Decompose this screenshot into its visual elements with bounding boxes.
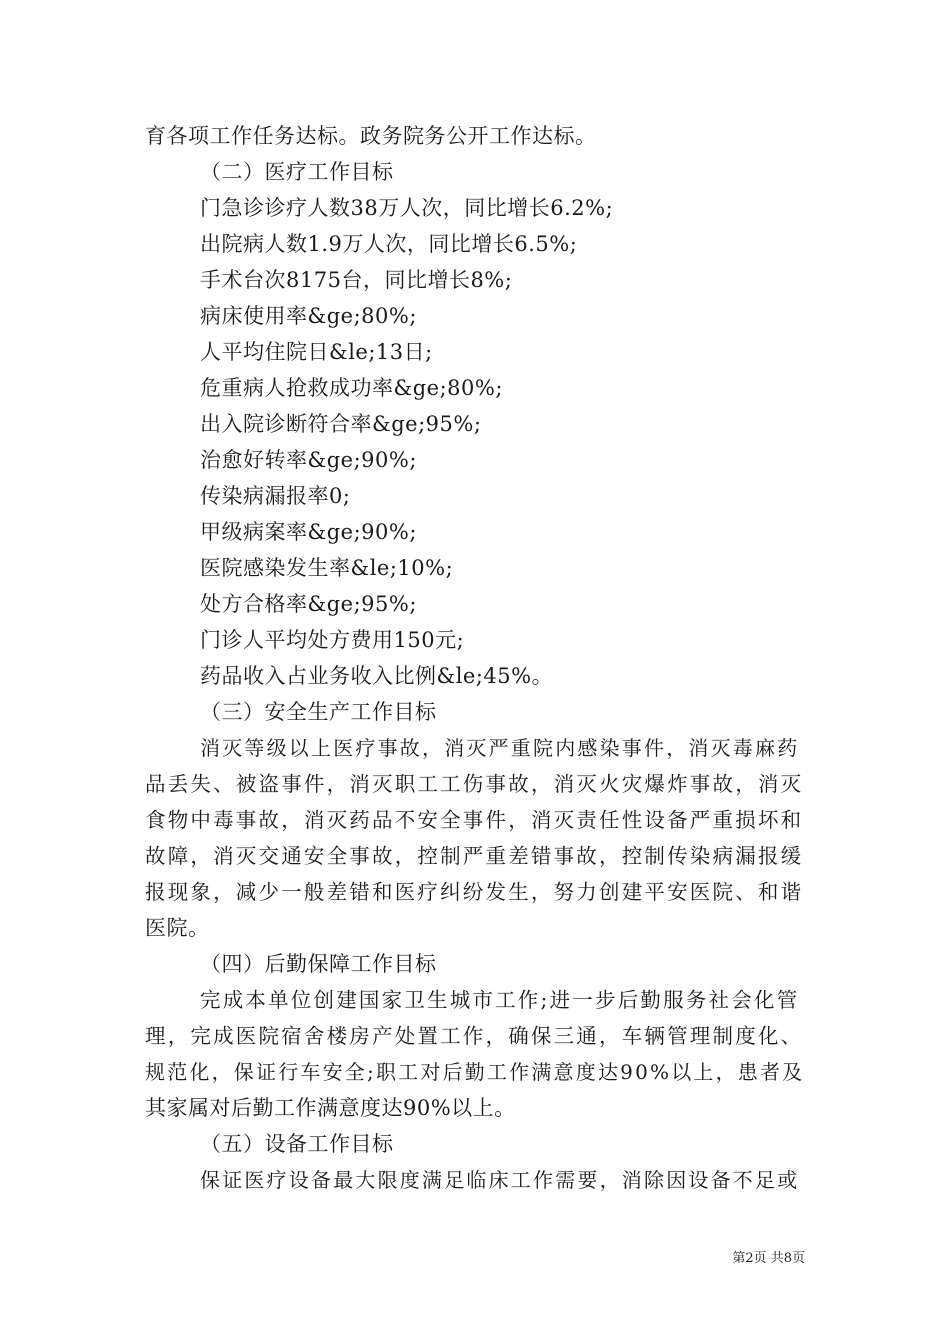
list-item: 出院病人数1.9万人次，同比增长6.5%; xyxy=(200,232,578,256)
paragraph-line: 完成本单位创建国家卫生城市工作;进一步后勤服务社会化管 xyxy=(200,988,800,1012)
paragraph-line: 规范化，保证行车安全;职工对后勤工作满意度达90%以上，患者及 xyxy=(145,1060,805,1084)
list-item: 门诊人平均处方费用150元; xyxy=(200,628,465,652)
list-item: 病床使用率&ge;80%; xyxy=(200,304,417,328)
paragraph-line: 保证医疗设备最大限度满足临床工作需要，消除因设备不足或 xyxy=(200,1168,800,1192)
list-item: 治愈好转率&ge;90%; xyxy=(200,448,417,472)
text-line: 育各项工作任务达标。政务院务公开工作达标。 xyxy=(145,124,597,148)
paragraph-line: 消灭等级以上医疗事故，消灭严重院内感染事件，消灭毒麻药 xyxy=(200,736,800,760)
list-item: 人平均住院日&le;13日; xyxy=(200,340,433,364)
list-item: 门急诊诊疗人数38万人次，同比增长6.2%; xyxy=(200,196,614,220)
list-item: 药品收入占业务收入比例&le;45%。 xyxy=(200,664,554,688)
section-heading: （三）安全生产工作目标 xyxy=(200,700,437,724)
paragraph-line: 报现象，减少一般差错和医疗纠纷发生，努力创建平安医院、和谐 xyxy=(145,880,804,904)
list-item: 传染病漏报率0; xyxy=(200,484,351,508)
paragraph-line: 故障，消灭交通安全事故，控制严重差错事故，控制传染病漏报缓 xyxy=(145,844,804,868)
paragraph-line: 理，完成医院宿舍楼房产处置工作，确保三通，车辆管理制度化、 xyxy=(145,1024,804,1048)
page-number: 第2页 共8页 xyxy=(732,1251,805,1266)
list-item: 甲级病案率&ge;90%; xyxy=(200,520,417,544)
paragraph-line: 医院。 xyxy=(145,916,210,940)
paragraph-line: 其家属对后勤工作满意度达90%以上。 xyxy=(145,1096,516,1120)
section-heading: （二）医疗工作目标 xyxy=(200,160,394,184)
list-item: 危重病人抢救成功率&ge;80%; xyxy=(200,376,503,400)
list-item: 处方合格率&ge;95%; xyxy=(200,592,417,616)
section-heading: （五）设备工作目标 xyxy=(200,1132,394,1156)
list-item: 手术台次8175台，同比增长8%; xyxy=(200,268,513,292)
paragraph-line: 食物中毒事故，消灭药品不安全事件，消灭责任性设备严重损坏和 xyxy=(145,808,804,832)
list-item: 医院感染发生率&le;10%; xyxy=(200,556,454,580)
list-item: 出入院诊断符合率&ge;95%; xyxy=(200,412,482,436)
section-heading: （四）后勤保障工作目标 xyxy=(200,952,437,976)
paragraph-line: 品丢失、被盗事件，消灭职工工伤事故，消灭火灾爆炸事故，消灭 xyxy=(145,772,804,796)
